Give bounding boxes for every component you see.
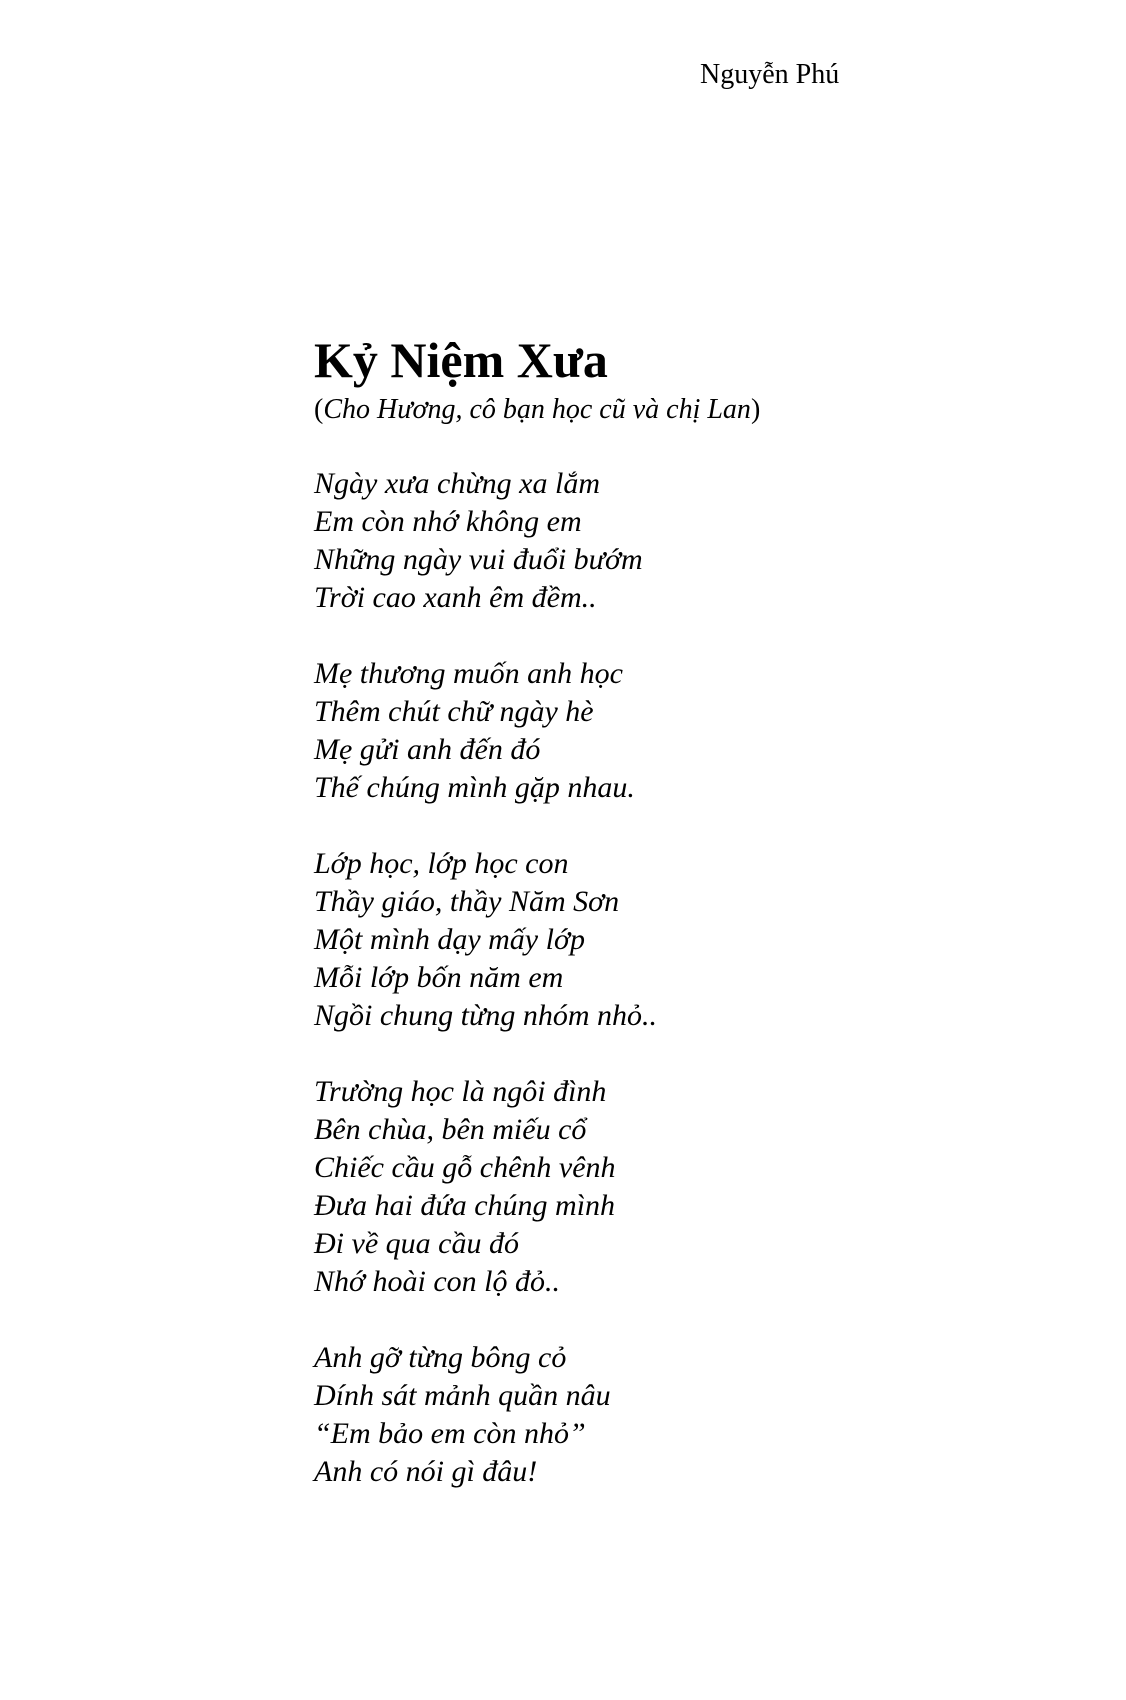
poem-line: Chiếc cầu gỗ chênh vênh bbox=[314, 1151, 616, 1184]
stanza bbox=[314, 465, 1034, 617]
poem-line: Thêm chút chữ ngày hè bbox=[314, 695, 594, 728]
stanza bbox=[314, 845, 1034, 1035]
poem-line: Thế chúng mình gặp nhau. bbox=[314, 771, 635, 804]
poem-line: Thầy giáo, thầy Năm Sơn bbox=[314, 885, 620, 918]
poem-line: Anh có nói gì đâu! bbox=[314, 1455, 538, 1488]
poem-line: Ngày xưa chừng xa lắm bbox=[314, 467, 600, 500]
poem-line: Những ngày vui đuổi bướm bbox=[314, 543, 643, 576]
poem-title: Kỷ Niệm Xưa bbox=[314, 332, 608, 388]
poem-line: Trường học là ngôi đình bbox=[314, 1075, 607, 1108]
poem-line: Trời cao xanh êm đềm.. bbox=[314, 581, 597, 614]
stanza bbox=[314, 1073, 1034, 1301]
poem-line: Anh gỡ từng bông cỏ bbox=[314, 1341, 567, 1374]
poem-line: Nhớ hoài con lộ đỏ.. bbox=[314, 1265, 561, 1298]
poem-line: Bên chùa, bên miếu cổ bbox=[314, 1113, 587, 1146]
poem-line: Một mình dạy mấy lớp bbox=[314, 923, 585, 956]
poem-line: Lớp học, lớp học con bbox=[314, 847, 569, 880]
poem-line: Em còn nhớ không em bbox=[314, 505, 582, 538]
dedication-close-paren: ) bbox=[750, 394, 761, 425]
poem-line: Mẹ gửi anh đến đó bbox=[314, 733, 541, 766]
poem-line: Ngồi chung từng nhóm nhỏ.. bbox=[314, 999, 658, 1032]
author-name: Nguyễn Phú bbox=[700, 59, 840, 90]
dedication-open-paren: ( bbox=[314, 394, 324, 425]
poem bbox=[314, 330, 1034, 1529]
poem-line: “Em bảo em còn nhỏ” bbox=[314, 1417, 586, 1450]
poem-dedication bbox=[314, 392, 1034, 428]
stanza bbox=[314, 655, 1034, 807]
poem-line: Mỗi lớp bốn năm em bbox=[314, 961, 564, 994]
poem-stanzas bbox=[314, 465, 1034, 1491]
poem-line: Đi về qua cầu đó bbox=[314, 1227, 519, 1260]
poem-line: Mẹ thương muốn anh học bbox=[314, 657, 623, 690]
dedication-text: Cho Hương, cô bạn học cũ và chị Lan bbox=[323, 394, 751, 425]
poem-line: Đưa hai đứa chúng mình bbox=[314, 1189, 616, 1222]
poem-line: Dính sát mảnh quần nâu bbox=[314, 1379, 611, 1412]
stanza bbox=[314, 1339, 1034, 1491]
